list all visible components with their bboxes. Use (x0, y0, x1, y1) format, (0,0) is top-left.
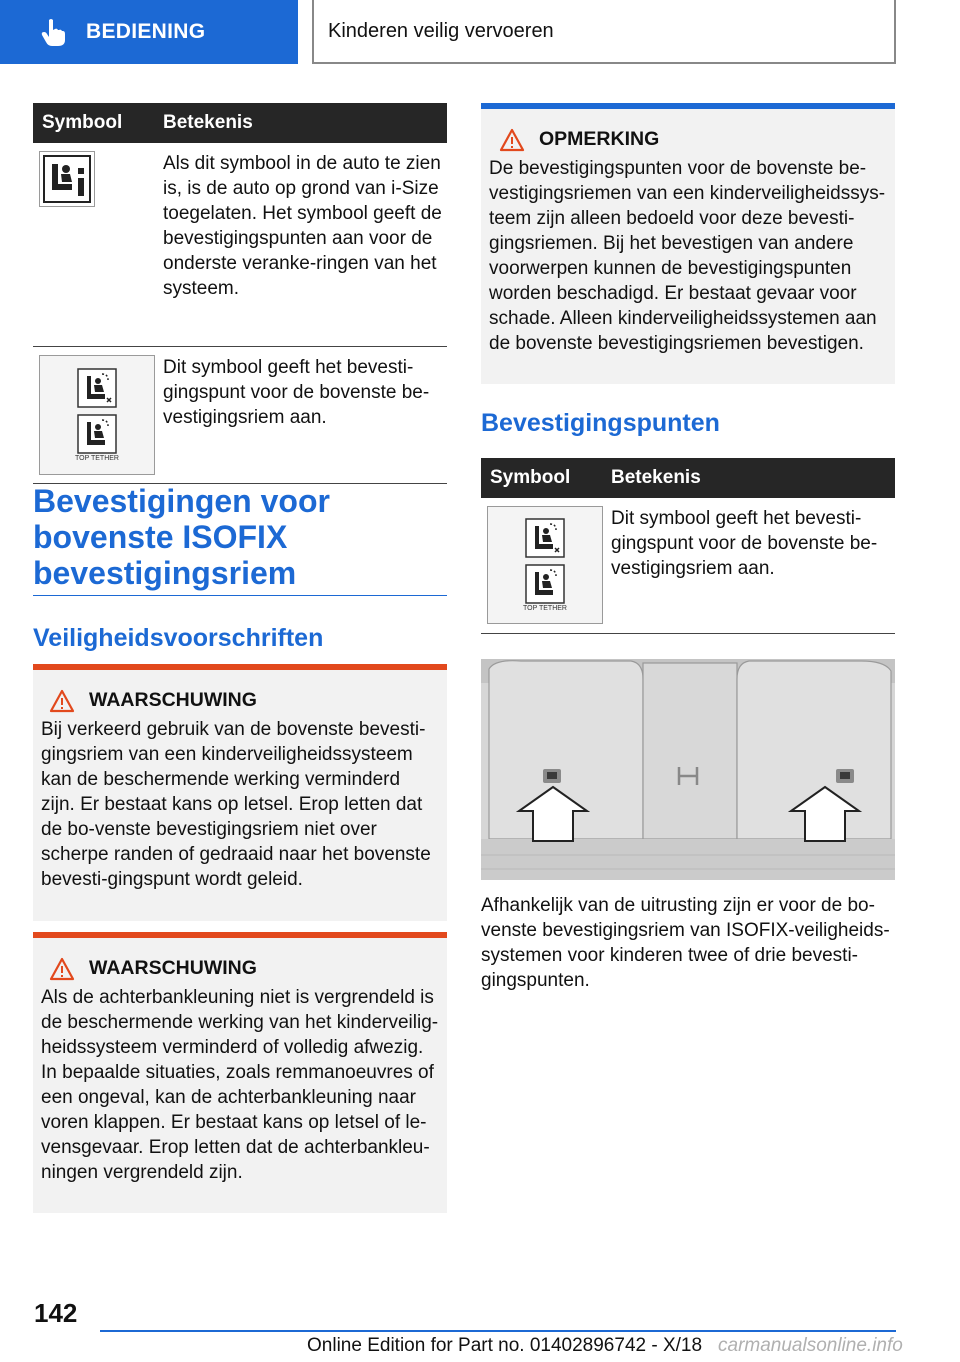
warning-title: WAARSCHUWING (89, 957, 257, 979)
note-box (481, 103, 895, 384)
page-number: 142 (34, 1298, 78, 1328)
table-header (481, 458, 895, 498)
column-header-symbol: Symbool (490, 467, 571, 488)
main-heading: Bevestigingen voor bovenste ISOFIX bevestigingsriem (33, 483, 447, 596)
warning-body: Bij verkeerd gebruik van de bovenste bevesti-gingsriem van een kinderveiligheidssysteem kan de beschermende werking verminderd zijn. Er bestaat kans op letsel. Erop letten dat de bo-venste bevestigingsriem niet over scherpe randen of gedraaid naar het bovenste bevesti-gingspunt wordt geleid. (41, 719, 431, 890)
column-header-meaning: Betekenis (611, 467, 701, 488)
row-text: Dit symbool geeft het bevesti-gingspunt voor de bovenste be-vestigingsriem aan. (611, 508, 878, 579)
table-row (33, 143, 447, 347)
table-header (33, 103, 447, 143)
section-tab[interactable] (0, 0, 298, 64)
top-tether-label: TOP TETHER (523, 605, 567, 612)
section-label: BEDIENING (86, 20, 206, 43)
symbol-table-2 (481, 458, 895, 634)
symbol-table-1 (33, 103, 447, 484)
footer-divider (100, 1330, 896, 1332)
hand-pointer-icon (34, 12, 74, 52)
rear-seat-anchor-photo (481, 659, 895, 880)
subheading-safety: Veiligheidsvoorschriften (33, 624, 324, 652)
photo-caption: Afhankelijk van de uitrusting zijn er voor de bo-venste bevestigingsriem van ISOFIX-veiligheids-systemen voor kinderen twee of drie bevesti-gingspunten. (481, 895, 890, 991)
note-body: De bevestigingspunten voor de bovenste be-vestigingsriemen van een kinderveiligheidssys-teem zijn alleen bedoeld voor deze bevesti-gingsriemen. Bij het bevestigen van andere voorwerpen kunnen de bevestigingspunten worden beschadigd. Er bestaat gevaar voor schade. Alleen kinderveiligheidssystemen aan de bovenste bevestigingsriemen bevestigen. (489, 158, 886, 354)
column-header-meaning: Betekenis (163, 112, 253, 133)
isize-seat-icon (39, 151, 95, 207)
note-title: OPMERKING (539, 128, 660, 150)
warning-box-2 (33, 932, 447, 1213)
warning-triangle-icon (49, 957, 75, 981)
row-text: Dit symbool geeft het bevesti-gingspunt voor de bovenste be-vestigingsriem aan. (163, 357, 430, 428)
warning-body: Als de achterbankleuning niet is vergrendeld is de beschermende werking van het kinderveilig-heidssysteem verminderd of volledig afwezig. In bepaalde situaties, zoals remmanoeuvres of een ongeval, kan de achterbankleuning naar voren klappen. Er bestaat kans op letsel of le-vensgevaar. Erop letten dat de achterbankleu-ningen vergrendeld zijn. (41, 987, 439, 1183)
top-tether-icon (39, 355, 155, 475)
warning-triangle-icon (499, 128, 525, 152)
top-tether-icon (487, 506, 603, 624)
column-header-symbol: Symbool (42, 112, 123, 133)
table-row (481, 498, 895, 634)
warning-triangle-icon (49, 689, 75, 713)
warning-box-1 (33, 664, 447, 921)
table-row (33, 347, 447, 484)
watermark: carmanualsonline.info (718, 1335, 903, 1356)
warning-title: WAARSCHUWING (89, 689, 257, 711)
top-tether-label: TOP TETHER (75, 455, 119, 462)
edition-text: Online Edition for Part no. 01402896742 - X/18 (307, 1335, 703, 1356)
subheading-points: Bevestigingspunten (481, 409, 720, 437)
chapter-title: Kinderen veilig vervoeren (312, 0, 896, 64)
row-text: Als dit symbool in de auto te zien is, is de auto op grond van i-Size toegelaten. Het symbool geeft de bevestigingspunten aan voor de onderste veranke-ringen van het systeem. (163, 153, 442, 299)
